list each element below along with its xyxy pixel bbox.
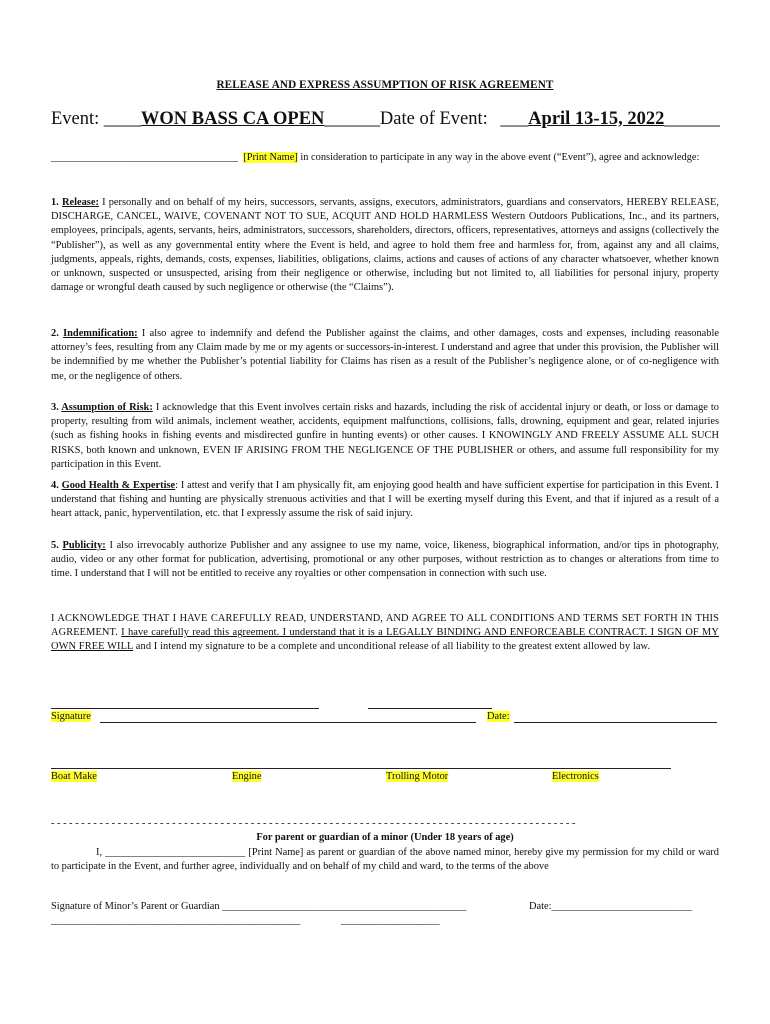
good-health-text: : I attest and verify that I am physically fit, am enjoying good health and have sufficient expertise for participation in this Event. I understand that fishing and hunting are physically strenuous activities and that I will be exerting myself during this Event, and that if injured as a result of a heart attack, panic, hyperventilation, etc. that I expressly assume the risk of said injury. [51, 480, 719, 520]
cut-line-separator: - - - - - - - - - - - - - - - - - - - - - - - - - - - - - - - - - - - - - - - - - - - - - - - - - - - - - - - - - - - - - - - - - - - - - - - - - - - - - - - - - - - - - - - [51, 818, 576, 829]
date-blank-pre: ___ [500, 109, 529, 129]
indemnification-number: 2. [51, 328, 64, 339]
guardian-signature-row [51, 901, 466, 912]
print-name-label: [Print Name] [243, 152, 298, 163]
assumption-heading: Assumption of Risk: [61, 402, 153, 413]
signature-label: Signature [51, 711, 91, 722]
guardian-date-field[interactable]: ___________________________ [551, 901, 692, 912]
acknowledgement-rest: and I intend my signature to be a complete and unconditional release of all liability to the greatest extent allowed by law. [133, 641, 651, 653]
guardian-paragraph [51, 846, 719, 874]
event-name-value: WON BASS CA OPEN [140, 109, 325, 129]
release-text: I personally and on behalf of my heirs, successors, servants, assigns, executors, administrators, guardians and conservators, HEREBY RELEASE, DISCHARGE, CANCEL, WAIVE, COVENANT NOT TO SUE, ACQUIT AND HOLD HARMLESS Western Outdoors Publications, Inc., and its partners, employees, principals, agents, servants, heirs, administrators, successors, shareholders, directors, officers, representatives, attorneys and assigns (collectively the “Publisher”), as well as any governmental entity where the Event is held, and agree to hold them free and harmless for, from, against any and all claims, judgments, appeals, rights, demands, costs, expenses, liabilities, obligations, claims, actions and causes of actions of any character whatsoever, whether known or unknown, suspected or unsuspected, arising from their negligence or otherwise, including but not limited to, all liabilities for personal injury, property damage or wrongful death caused by such negligence or otherwise (the “Claims”). [51, 197, 720, 294]
publicity-number: 5. [51, 540, 63, 551]
guardian-signature-field[interactable]: _______________________________________________ [222, 901, 467, 912]
guardian-date-label: Date: [529, 901, 552, 912]
good-health-heading: Good Health & Expertise [61, 480, 176, 491]
date-label: Date: [487, 711, 510, 722]
acknowledgement-paragraph [51, 612, 719, 655]
trolling-motor-label: Trolling Motor [386, 771, 449, 782]
signature-upper-line [51, 708, 319, 709]
guardian-bottom-line-2[interactable]: ___________________ [341, 915, 440, 926]
event-line [51, 109, 719, 130]
event-blank-pre: ____ [103, 109, 141, 129]
document-title: RELEASE AND EXPRESS ASSUMPTION OF RISK AGREEMENT [216, 79, 554, 91]
indemnification-text: I also agree to indemnify and defend the Publisher against the claims, and other damages, costs and expenses, including reasonable attorney’s fees, resulting from any Claim made by me or my agents or successors-in-interest. I understand and agree that under this provision, the Publisher will be indemnified by me whether the Publisher’s potential liability for Claims has risen as a result of the Publisher’s negligence alone, or of co-negligence with me, or the negligence of others. [51, 328, 719, 382]
date-blank-post: ______ [664, 109, 720, 129]
publicity-heading: Publicity: [62, 540, 106, 551]
publicity-text: I also irrevocably authorize Publisher and any assignee to use my name, voice, likeness, biographical information, and/or tips in photography, audio, video or any other format for publication, advertising, promotional or any other purposes, without restriction as to changes or alterations from time to time. I understand that I will not be entitled to receive any royalties or other compensation in connection with such use. [51, 540, 719, 580]
guardian-name-field[interactable]: ___________________________ [105, 847, 246, 858]
assumption-number: 3. [51, 402, 62, 413]
good-health-section [51, 479, 719, 522]
event-label: Event: [51, 109, 100, 129]
guardian-bottom-line-1[interactable]: ________________________________________________ [51, 915, 301, 926]
event-blank-post: ______ [324, 109, 380, 129]
participant-name-field[interactable]: ____________________________________ [51, 152, 239, 163]
event-name-field[interactable] [104, 109, 380, 129]
date-of-event-value: April 13-15, 2022 [528, 109, 665, 129]
intro-paragraph [51, 151, 719, 165]
date-input-line[interactable] [514, 722, 717, 723]
acknowledgement-underlined: I have carefully read this agreement. I understand that it is a LEGALLY BINDING AND ENFORCEABLE CONTRACT. I SIGN OF MY OWN FREE WILL [51, 627, 719, 653]
guardian-date-row [529, 901, 692, 912]
release-heading: Release: [61, 197, 99, 208]
guardian-text: [Print Name] as parent or guardian of the above named minor, hereby give my permission for my child or ward to participate in the Event, and further agree, individually and on behalf of my child and ward, to the terms of the above [51, 847, 719, 873]
electronics-label: Electronics [552, 771, 599, 782]
date-upper-line [368, 708, 492, 709]
release-number: 1. [51, 197, 62, 208]
indemnification-heading: Indemnification: [63, 328, 138, 339]
boat-make-label: Boat Make [51, 771, 97, 782]
guardian-i-label: I, [96, 847, 103, 858]
date-of-event-field[interactable] [500, 109, 719, 129]
acknowledgement-caps: I ACKNOWLEDGE THAT I HAVE CAREFULLY READ, UNDERSTAND, AND AGREE TO ALL CONDITIONS AND TERMS SET FORTH IN THIS AGREEMENT. [51, 613, 719, 639]
guardian-signature-label: Signature of Minor’s Parent or Guardian [51, 901, 220, 912]
release-section [51, 196, 719, 295]
guardian-title: For parent or guardian of a minor (Under 18 years of age) [256, 832, 514, 843]
date-of-event-label: Date of Event: [379, 109, 488, 129]
assumption-text: I acknowledge that this Event involves certain risks and hazards, including the risk of accidental injury or death, or loss or damage to property, resulting from wild animals, inclement weather, accidents, equipment malfunctions, collisions, falls, drowning, equipment and gear, related injuries (such as fishing hooks in fishing events and misdirected gunfire in hunting events) or other causes. I KNOWINGLY AND FREELY ASSUME ALL SUCH RISKS, both known and unknown, EVEN IF ARISING FROM THE NEGLIGENCE OF THE PUBLISHER or others, and assume full responsibility for my participation in this Event. [51, 402, 719, 470]
signature-input-line[interactable] [100, 722, 476, 723]
good-health-number: 4. [51, 480, 62, 491]
intro-text: in consideration to participate in any way in the above event (“Event”), agree and acknowledge: [297, 152, 700, 163]
indemnification-section [51, 327, 719, 384]
boat-info-line[interactable] [51, 768, 671, 769]
assumption-of-risk-section [51, 401, 719, 472]
engine-label: Engine [232, 771, 262, 782]
publicity-section [51, 539, 719, 582]
